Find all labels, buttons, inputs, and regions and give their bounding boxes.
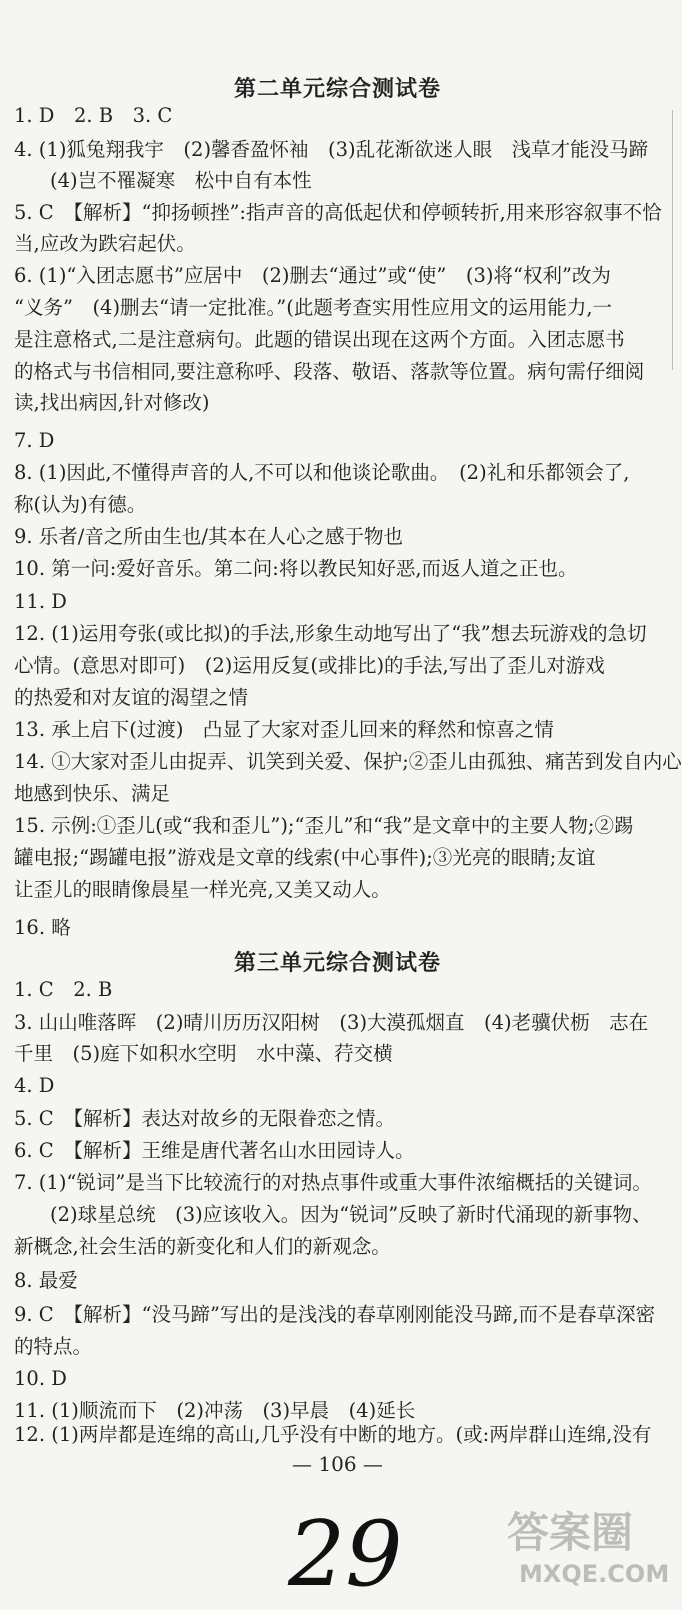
unit3-line-12: 的特点。 [14, 1335, 93, 1358]
unit3-line-15: 12. (1)两岸都是连绵的高山,几乎没有中断的地方。(或:两岸群山连绵,没有 [14, 1423, 652, 1446]
watermark-url: MXQE.COM [519, 1560, 670, 1588]
unit3-line-1: 1. C 2. B [14, 978, 113, 1001]
unit2-line-8: 是注意格式,二是注意病句。此题的错误出现在这两个方面。入团志愿书 [14, 328, 625, 351]
unit3-line-10: 8. 最爱 [14, 1269, 78, 1292]
watermark-logo [497, 1492, 670, 1592]
unit2-line-26: 16. 略 [14, 916, 71, 939]
unit2-line-17: 12. (1)运用夸张(或比拟)的手法,形象生动地写出了“我”想去玩游戏的急切 [14, 622, 647, 645]
unit2-line-24: 罐电报;“踢罐电报”游戏是文章的线索(中心事件);③光亮的眼睛;友谊 [14, 846, 596, 869]
unit2-line-10: 读,找出病因,针对修改) [14, 391, 210, 414]
unit3-line-13: 10. D [14, 1367, 67, 1390]
unit3-line-3: 千里 (5)庭下如积水空明 水中藻、荇交横 [14, 1042, 393, 1065]
unit3-line-7: 7. (1)“锐词”是当下比较流行的对热点事件或重大事件浓缩概括的关键词。 [14, 1171, 652, 1194]
unit3-line-6: 6. C 【解析】王维是唐代著名山水田园诗人。 [14, 1139, 415, 1162]
unit2-line-16: 11. D [14, 590, 67, 613]
unit2-line-4: 5. C 【解析】“抑扬顿挫”:指声音的高低起伏和停顿转折,用来形容叙事不恰 [14, 201, 662, 224]
unit3-line-14: 11. (1)顺流而下 (2)冲荡 (3)早晨 (4)延长 [14, 1399, 416, 1422]
unit2-line-2: 4. (1)狐兔翔我宇 (2)馨香盈怀袖 (3)乱花渐欲迷人眼 浅草才能没马蹄 [14, 138, 649, 161]
handwritten-number [280, 1490, 403, 1610]
unit2-line-21: 14. ①大家对歪儿由捉弄、讥笑到关爱、保护;②歪儿由孤独、痛苦到发自内心 [14, 750, 682, 773]
unit2-line-23: 15. 示例:①歪儿(或“我和歪儿”);“歪儿”和“我”是文章中的主要人物;②踢 [14, 814, 634, 837]
unit2-title: 第二单元综合测试卷 [233, 77, 441, 102]
unit2-line-6: 6. (1)“入团志愿书”应居中 (2)删去“通过”或“使” (3)将“权利”改为 [14, 264, 611, 287]
unit2-line-15: 10. 第一问:爱好音乐。第二问:将以教民知好恶,而返人道之正也。 [14, 557, 578, 580]
unit2-line-9: 的格式与书信相同,要注意称呼、段落、敬语、落款等位置。病句需仔细阅 [14, 360, 645, 383]
unit2-line-13: 称(认为)有德。 [14, 493, 147, 516]
unit3-line-2: 3. 山山唯落晖 (2)晴川历历汉阳树 (3)大漠孤烟直 (4)老骥伏枥 志在 [14, 1011, 649, 1034]
unit2-line-7: “义务” (4)删去“请一定批准。”(此题考查实用性应用文的运用能力,一 [14, 296, 613, 319]
unit2-line-3: (4)岂不罹凝寒 松中自有本性 [50, 169, 312, 192]
unit2-line-5: 当,应改为跌宕起伏。 [14, 232, 196, 255]
unit2-line-19: 的热爱和对友谊的渴望之情 [14, 686, 249, 709]
unit2-line-22: 地感到快乐、满足 [14, 782, 171, 805]
unit2-line-25: 让歪儿的眼睛像晨星一样光亮,又美又动人。 [14, 878, 391, 901]
page-edge-mark [662, 110, 673, 370]
unit2-line-1: 1. D 2. B 3. C [14, 104, 173, 127]
unit3-line-5: 5. C 【解析】表达对故乡的无限眷恋之情。 [14, 1107, 395, 1130]
watermark-text: 答案圈 [507, 1508, 634, 1557]
unit3-line-8: (2)球星总统 (3)应该收入。因为“锐词”反映了新时代涌现的新事物、 [50, 1203, 652, 1226]
unit2-line-18: 心情。(意思对即可) (2)运用反复(或排比)的手法,写出了歪儿对游戏 [14, 654, 605, 677]
page-number: — 106 — [292, 1452, 383, 1476]
unit2-line-11: 7. D [14, 429, 55, 452]
unit2-line-20: 13. 承上启下(过渡) 凸显了大家对歪儿回来的释然和惊喜之情 [14, 718, 554, 741]
unit3-line-9: 新概念,社会生活的新变化和人们的新观念。 [14, 1235, 391, 1258]
unit3-line-11: 9. C 【解析】“没马蹄”写出的是浅浅的春草刚刚能没马蹄,而不是春草深密 [14, 1303, 656, 1326]
unit3-line-4: 4. D [14, 1074, 55, 1097]
handwritten-number-text: 29 [288, 1502, 403, 1607]
unit2-line-14: 9. 乐者/音之所由生也/其本在人心之感于物也 [14, 525, 403, 548]
unit2-line-12: 8. (1)因此,不懂得声音的人,不可以和他谈论歌曲。 (2)礼和乐都领会了, [14, 461, 630, 484]
unit3-title: 第三单元综合测试卷 [233, 951, 441, 976]
